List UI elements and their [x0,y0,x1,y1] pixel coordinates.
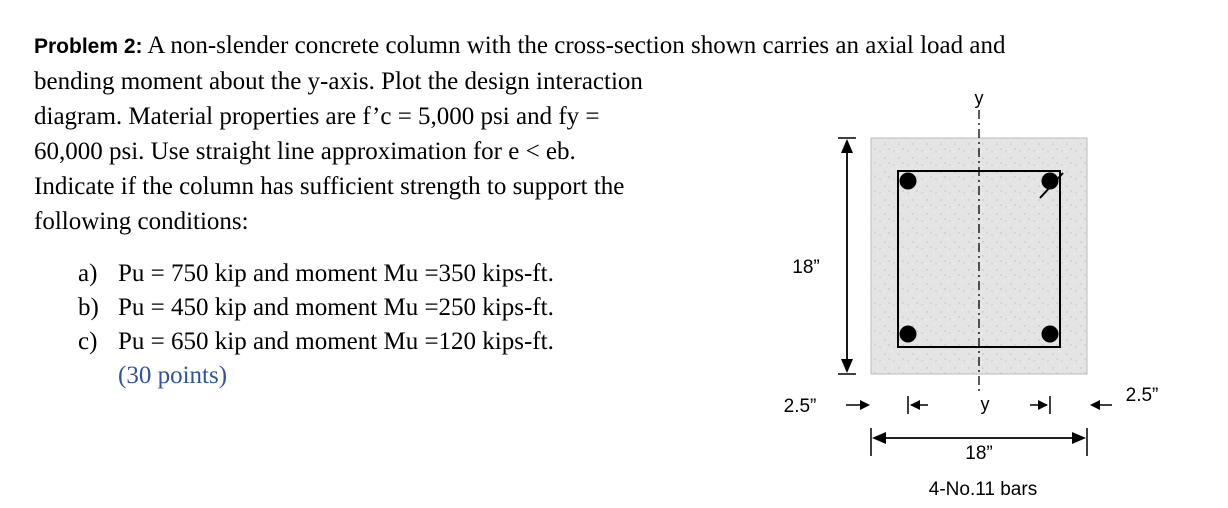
points-value: (30 points) [118,362,228,389]
problem-line-1: A non-slender concrete column with the cross-section shown carries an axial load and [147,32,1006,59]
condition-b: b) Pu = 450 kip and moment Mu =250 kips-ft. [78,294,554,321]
rebar-bottom-right [1042,326,1059,343]
condition-c: c) Pu = 650 kip and moment Mu =120 kips-ft. [78,328,554,355]
left-cover-arrow-outer [860,400,870,410]
rebar-bottom-left [900,326,917,343]
left-cover-arrow-inner [910,400,920,410]
right-cover-arrow-inner [1038,400,1048,410]
height-arrow-top [841,139,853,153]
rebar-label: 4-No.11 bars [928,479,1038,500]
left-cover-label: 2.5” [783,396,817,417]
condition-a: a) Pu = 750 kip and moment Mu =350 kips-ft. [78,260,554,287]
rebar-top-left [900,173,917,190]
right-cover-arrow-outer [1090,400,1100,410]
problem-line-6: following conditions: [34,208,249,235]
height-dimension-label: 18” [792,257,820,278]
y-axis-label-bottom: y [980,394,990,414]
problem-label: Problem 2: [34,35,143,58]
problem-line-3: diagram. Material properties are f’c = 5,000 psi and fy = [34,103,600,130]
width-arrow-right [1072,432,1086,444]
y-axis-label-top: y [974,88,984,108]
height-arrow-bottom [841,359,853,373]
width-dimension-label: 18” [965,443,993,464]
problem-line-5: Indicate if the column has sufficient strength to support the [34,173,625,200]
problem-line-2: bending moment about the y-axis. Plot the design interaction [34,68,643,95]
width-arrow-left [872,432,886,444]
right-cover-label: 2.5” [1125,385,1159,406]
problem-line-4: 60,000 psi. Use straight line approximation for e < eb. [34,138,576,165]
